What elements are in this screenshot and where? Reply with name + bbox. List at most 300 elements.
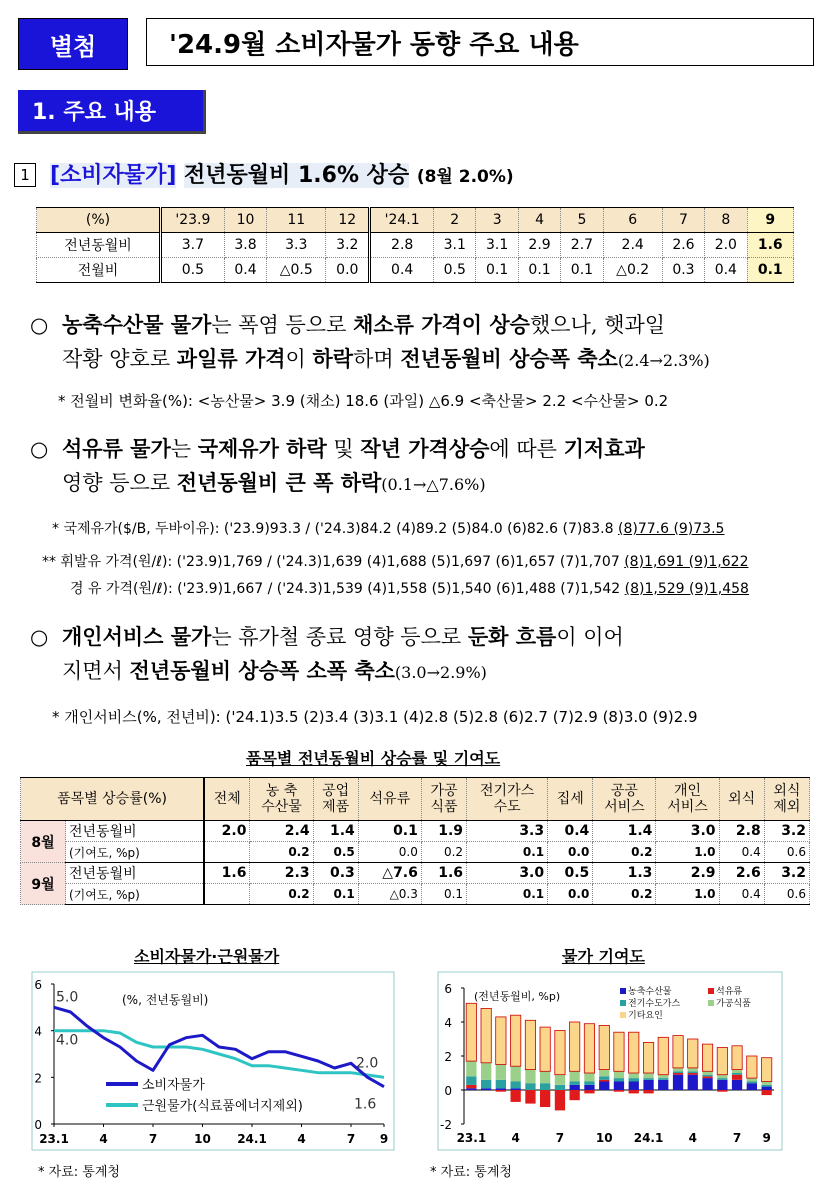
legend-swatch [708,1000,714,1006]
note-crude [52,518,724,538]
oil-bar [762,1090,772,1095]
table-cell: 0.2 [250,842,313,863]
table-cell: 3.3 [467,821,548,842]
agri-bar [762,1087,772,1090]
table-cell: 0.1 [467,842,548,863]
table-row [21,884,810,905]
utility-bar [658,1078,668,1080]
oil-bar [732,1075,742,1080]
data-label: 2.0 [356,1055,379,1072]
table-cell: 1.0 [656,884,719,905]
oil-bar [466,1085,476,1088]
legend-swatch [708,988,714,994]
x-tick-label: 9 [379,1132,389,1146]
note-text: ** 휘발유 가격(원/ℓ): ('23.9)1,769 / ('24.3)1,639 (4)1,688 (5)1,697 (6)1,657 (7)1,707 [42,554,625,570]
table-cell: 가공 식품 [421,778,466,821]
y-tick-label: 2 [34,1071,42,1086]
utility-bar [629,1078,639,1081]
table-cell: 5 [561,208,603,233]
other-bar [525,1020,535,1069]
legend-label: 소비자물가 [142,1078,205,1093]
agri-bar [496,1088,506,1090]
table-cell: △0.5 [267,258,326,283]
table-cell: 1.4 [313,821,358,842]
month-cell: 9월 [21,863,66,905]
processed-food-bar [717,1075,727,1078]
right-chart-caption: 물가 기여도 [562,947,645,966]
bullet-circle-icon: ○ [30,437,49,461]
processed-food-bar [599,1070,609,1077]
legend-swatch [620,1000,626,1006]
table-cell: 0.2 [593,884,656,905]
processed-food-bar [555,1075,565,1085]
x-tick-label: 10 [595,1131,613,1145]
table-cell: 2.7 [561,233,603,258]
agri-bar [747,1083,757,1090]
utility-bar [643,1078,653,1080]
table-cell: (%) [37,208,161,233]
bullet-text: (3.0→2.9%) [394,663,487,682]
bullet-text: 작황 양호로 [62,347,177,371]
agri-bar [643,1080,653,1090]
agri-bar [702,1078,712,1090]
other-bar [643,1042,653,1073]
other-bar [481,1008,491,1062]
subheading-label: [소비자물가] [50,163,177,188]
item-table-header [21,778,810,821]
legend-label: 기타요인 [628,1011,663,1021]
other-bar [540,1027,550,1071]
table-cell: 4 [518,208,560,233]
note-text: (8)1,691 (9)1,622 [624,554,749,570]
note-text: (8)1,529 (9)1,458 [624,581,749,597]
other-bar [466,1003,476,1061]
x-tick-label: 23.1 [39,1132,69,1146]
unit-label: (%, 전년동월비) [122,993,209,1007]
table-cell: △0.2 [603,258,662,283]
table-cell: 전년동월비 [37,233,161,258]
bullet-text: 하며 [353,347,401,371]
bullet-text: 개인서비스 물가 [62,625,212,649]
page-title: '24.9월 소비자물가 동향 주요 내용 [146,18,814,66]
x-tick-label: 24.1 [633,1131,664,1145]
left-chart-caption: 소비자물가·근원물가 [134,947,280,966]
utility-bar [466,1076,476,1085]
table-cell: 0.0 [548,842,593,863]
table-cell: 0.1 [358,821,421,842]
bullet-text: 석유류 물가 [62,437,171,461]
other-bar [614,1032,624,1071]
table-cell: 3.8 [224,233,266,258]
legend-swatch [620,988,626,994]
table-cell: 0.5 [313,842,358,863]
table-cell: 0.4 [719,884,764,905]
bullet-text: 전년동월비 상승폭 축소 [400,347,618,371]
table-cell: 0.5 [548,863,593,884]
processed-food-bar [614,1071,624,1078]
utility-bar [540,1083,550,1090]
bullet-text: 는 [170,437,198,461]
note-gasoline [42,551,748,571]
bullet-text: 농축수산물 물가 [62,313,212,337]
utility-bar [525,1083,535,1090]
legend-label: 근원물가(식료품에너지제외) [142,1099,303,1114]
table-cell: 2.0 [204,821,250,842]
y-tick-label: 6 [34,978,42,992]
y-tick-label: 2 [444,1050,452,1064]
table-cell: 3.3 [267,233,326,258]
table-row [21,863,810,884]
table-cell: 3 [476,208,518,233]
bullet-text: 는 폭염 등으로 [211,313,354,337]
utility-bar [732,1073,742,1075]
agri-bar [658,1080,668,1090]
processed-food-bar [688,1068,698,1071]
oil-bar [599,1080,609,1082]
table-cell: 0.2 [250,884,313,905]
utility-bar [762,1085,772,1087]
x-tick-label: 9 [762,1131,771,1145]
subheading-number: 1 [14,163,36,187]
x-tick-label: 4 [297,1132,306,1146]
x-tick-label: 7 [732,1131,742,1145]
oil-bar [511,1090,521,1102]
processed-food-bar [747,1078,757,1081]
table-cell: 10 [224,208,266,233]
table-cell: 0.0 [548,884,593,905]
utility-bar [747,1082,757,1084]
utility-bar [688,1071,698,1073]
table-cell: 농 축 수산물 [250,778,313,821]
oil-bar [540,1090,550,1107]
table-cell: 2.8 [719,821,764,842]
oil-bar [614,1090,624,1092]
table-row [21,842,810,863]
left-chart-source: * 자료: 통계청 [38,1165,120,1180]
bullet-text: 기저효과 [563,437,645,461]
x-tick-label: 7 [148,1132,158,1146]
legend-label: 석유류 [716,987,743,997]
table-cell: 8 [705,208,747,233]
table-cell: 0.3 [313,863,358,884]
table-cell: 0.1 [476,258,518,283]
contribution-bar-chart [430,970,786,1155]
agri-bar [717,1080,727,1090]
processed-food-bar [481,1063,491,1080]
cpi-line-chart [22,970,402,1155]
subheading-aside: (8월 2.0%) [416,167,514,187]
table-cell: 1.0 [656,842,719,863]
table-cell [204,884,250,905]
summary-header-row [37,208,794,233]
table-cell: 품목별 상승률(%) [21,778,205,821]
agri-bar [673,1075,683,1090]
table-cell: 외식 제외 [764,778,809,821]
table-cell: △0.3 [358,884,421,905]
table-cell: 0.4 [719,842,764,863]
table-cell: 3.1 [476,233,518,258]
bullet-agri [30,308,710,378]
bullet-text: (2.4→2.3%) [617,351,710,370]
table-cell: 0.4 [370,258,434,283]
other-bar [511,1015,521,1066]
oil-bar [496,1090,506,1092]
processed-food-bar [540,1071,550,1083]
bullet-circle-icon: ○ [30,313,49,337]
processed-food-bar [511,1066,521,1081]
utility-bar [717,1078,727,1080]
processed-food-bar [643,1073,653,1078]
note-text: (8)77.6 (9)73.5 [617,521,725,537]
table-cell: 2.3 [250,863,313,884]
oil-bar [570,1090,580,1100]
table-cell: 0.1 [421,884,466,905]
bullet-circle-icon: ○ [30,625,49,649]
x-tick-label: 24.1 [237,1132,267,1146]
table-cell: 전월비 [37,258,161,283]
y-tick-label: 0 [444,1084,452,1098]
bullet-text: 이 이어 [556,625,624,649]
subheading [14,158,514,189]
oil-bar [525,1090,535,1104]
summary-table [36,207,794,283]
data-label: 4.0 [56,1032,79,1049]
bullet-text: 및 [326,437,361,461]
table-cell: 2.6 [662,233,704,258]
processed-food-bar [673,1068,683,1071]
bullet-text: 채소류 가격이 상승 [353,313,530,337]
table-cell: 2.6 [719,863,764,884]
bullet-text: 작년 가격상승 [360,437,490,461]
table-cell: 0.4 [548,821,593,842]
agri-bar [614,1082,624,1091]
note-diesel [70,578,749,598]
agri-bar [688,1075,698,1090]
utility-bar [673,1071,683,1073]
y-tick-label: 4 [34,1024,42,1039]
note-service: * 개인서비스(%, 전년비): ('24.1)3.5 (2)3.4 (3)3.1 (4)2.8 (5)2.8 (6)2.7 (7)2.9 (8)3.0 (9)2.9 [52,708,698,726]
table-cell: (기여도, %p) [66,884,205,905]
table-cell: 0.1 [561,258,603,283]
processed-food-bar [525,1070,535,1084]
data-label: 5.0 [56,989,79,1006]
utility-bar [481,1080,491,1089]
other-bar [599,1025,609,1069]
table-row [21,821,810,842]
agri-bar [511,1088,521,1090]
utility-bar [555,1085,565,1090]
legend-label: 농축수산물 [628,987,672,997]
bullet-text: 국제유가 하락 [197,437,327,461]
processed-food-bar [629,1073,639,1078]
month-cell: 8월 [21,821,66,863]
utility-bar [570,1082,580,1085]
x-tick-label: 10 [194,1132,211,1146]
table-cell: 3.0 [656,821,719,842]
bullet-text: 과일류 가격 [176,347,286,371]
table-cell: 전체 [204,778,250,821]
table-cell: 0.1 [313,884,358,905]
table-cell: 0.3 [662,258,704,283]
table-cell: 1.6 [204,863,250,884]
table-cell: 1.3 [593,863,656,884]
table-cell: 2.0 [705,233,747,258]
table-cell: 3.0 [467,863,548,884]
processed-food-bar [466,1061,476,1076]
note-text: 경 유 가격(원/ℓ): ('23.9)1,667 / ('24.3)1,539 (4)1,558 (5)1,540 (6)1,488 (7)1,542 [70,581,625,597]
table-cell: 3.7 [161,233,225,258]
table-cell: 0.5 [434,258,476,283]
table-cell: '24.1 [370,208,434,233]
agri-bar [599,1082,609,1091]
other-bar [688,1039,698,1068]
oil-bar [717,1090,727,1092]
item-table-caption: 품목별 전년동월비 상승률 및 기여도 [246,749,501,768]
bullet-text: 이 [285,347,313,371]
other-bar [732,1046,742,1070]
table-cell: 11 [267,208,326,233]
utility-bar [584,1082,594,1085]
table-cell: '23.9 [161,208,225,233]
note-agri: * 전월비 변화율(%): <농산물> 3.9 (채소) 18.6 (과일) △6.9 <축산물> 2.2 <수산물> 0.2 [58,392,669,410]
utility-bar [702,1075,712,1077]
table-cell: 1.9 [421,821,466,842]
x-tick-label: 23.1 [456,1131,487,1145]
table-cell: 0.2 [421,842,466,863]
table-cell: 2.4 [603,233,662,258]
processed-food-bar [584,1073,594,1082]
oil-bar [555,1090,565,1110]
legend-swatch [620,1012,626,1018]
bullet-text: 했으나, 햇과일 [529,313,666,337]
table-cell: 0.5 [161,258,225,283]
table-cell: 전년동월비 [66,821,205,842]
agri-bar [732,1080,742,1090]
other-bar [570,1022,580,1071]
table-cell: 12 [326,208,370,233]
table-cell: 1.4 [593,821,656,842]
y-tick-label: -2 [440,1118,452,1132]
x-tick-label: 7 [555,1131,565,1145]
other-bar [673,1036,683,1068]
table-cell: 0.4 [705,258,747,283]
bullet-text: 전년동월비 상승폭 소폭 축소 [129,659,395,683]
table-cell: 0.1 [747,258,793,283]
bullet-oil [30,432,645,502]
table-cell: 7 [662,208,704,233]
other-bar [584,1024,594,1073]
other-bar [762,1058,772,1082]
table-cell: 2 [434,208,476,233]
x-tick-label: 4 [99,1132,108,1146]
processed-food-bar [658,1075,668,1078]
table-row [37,233,794,258]
table-cell: 3.2 [326,233,370,258]
legend-label: 전기수도가스 [628,999,681,1009]
other-bar [747,1056,757,1078]
section-title: 1. 주요 내용 [18,90,206,134]
other-bar [629,1032,639,1073]
other-bar [658,1037,668,1074]
table-cell: 3.2 [764,821,809,842]
bullet-text: 에 따른 [489,437,564,461]
attachment-badge: 별첨 [18,18,128,70]
table-cell: 석유류 [358,778,421,821]
unit-label: (전년동월비, %p) [474,990,561,1003]
x-tick-label: 7 [346,1132,356,1146]
table-cell: 0.0 [326,258,370,283]
bullet-text: 전년동월비 큰 폭 하락 [176,471,382,495]
agri-bar [584,1085,594,1090]
table-cell: 외식 [719,778,764,821]
subheading-text: 전년동월비 1.6% 상승 [184,163,410,188]
right-chart-source: * 자료: 통계청 [430,1165,512,1180]
utility-bar [511,1082,521,1089]
oil-bar [673,1073,683,1075]
table-cell: 3.2 [764,863,809,884]
other-bar [702,1044,712,1071]
table-cell: 0.6 [764,842,809,863]
oil-bar [643,1090,653,1093]
table-cell: 2.9 [518,233,560,258]
oil-bar [702,1076,712,1078]
other-bar [555,1031,565,1075]
table-cell: 0.1 [467,884,548,905]
table-cell: 0.1 [518,258,560,283]
processed-food-bar [570,1071,580,1081]
table-cell: 6 [603,208,662,233]
table-cell: 집세 [548,778,593,821]
y-tick-label: 6 [444,982,452,996]
agri-bar [481,1088,491,1090]
y-tick-label: 0 [34,1118,42,1132]
agri-bar [629,1082,639,1091]
table-cell: 0.0 [358,842,421,863]
utility-bar [599,1076,609,1079]
table-cell: (기여도, %p) [66,842,205,863]
x-tick-label: 4 [511,1131,520,1145]
table-cell: 2.4 [250,821,313,842]
table-cell: 1.6 [747,233,793,258]
y-tick-label: 4 [444,1016,452,1030]
table-cell: 9 [747,208,793,233]
agri-bar [570,1085,580,1090]
table-cell: 2.9 [656,863,719,884]
table-cell: 개인 서비스 [656,778,719,821]
table-cell: 0.4 [224,258,266,283]
note-text: * 국제유가($/B, 두바이유): ('23.9)93.3 / ('24.3)84.2 (4)89.2 (5)84.0 (6)82.6 (7)83.8 [52,521,618,537]
legend-label: 가공식품 [716,999,751,1009]
other-bar [717,1048,727,1075]
utility-bar [614,1078,624,1081]
table-cell: 공공 서비스 [593,778,656,821]
processed-food-bar [732,1070,742,1073]
bullet-text: 둔화 흐름 [467,625,557,649]
table-cell: 0.6 [764,884,809,905]
bullet-text: 영향 등으로 [62,471,177,495]
table-cell: 0.2 [593,842,656,863]
data-label: 1.6 [354,1096,377,1113]
table-cell: 1.6 [421,863,466,884]
bullet-text: 는 휴가철 종료 영향 등으로 [211,625,468,649]
table-row [37,258,794,283]
bullet-text: (0.1→△7.6%) [381,475,486,494]
processed-food-bar [496,1065,506,1080]
oil-bar [688,1073,698,1075]
chart-frame [32,972,394,1150]
item-table [20,777,810,905]
agri-bar [466,1088,476,1090]
